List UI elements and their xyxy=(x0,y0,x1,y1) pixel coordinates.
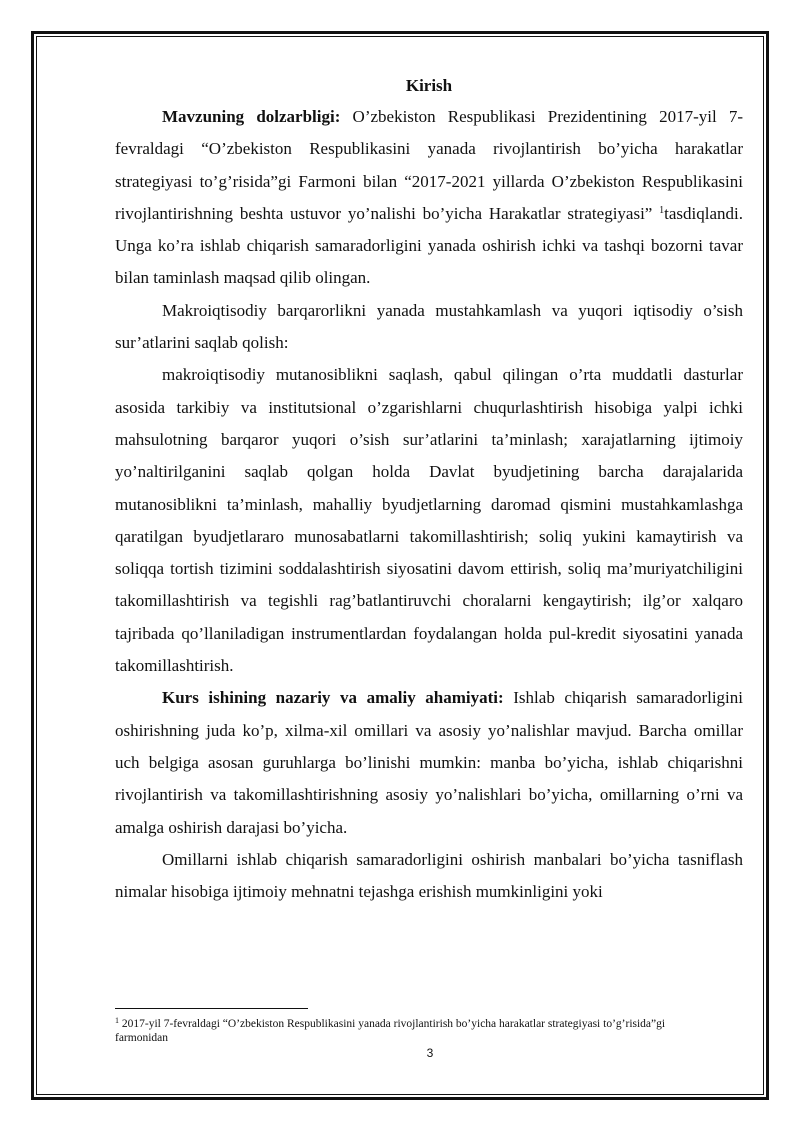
paragraph-text: O’zbekiston Respublikasi Prezidentining 2017-yil 7-fevraldagi “O’zbekiston Respublikasini yanada rivojlantirish bo’yicha harakatlar strategiyasi to’g’risida”gi Farmoni bilan “2017-2021 yillarda O’zbekiston Respublikasini rivojlantirishning beshta ustuvor yo’nalishi bo’yicha Harakatlar strategiyasi” xyxy=(115,107,743,223)
paragraph-significance xyxy=(115,682,743,843)
footnote-mark: 1 xyxy=(115,1016,119,1025)
paragraph-macro-balance: makroiqtisodiy mutanosiblikni saqlash, qabul qilingan o’rta muddatli dasturlar asosida tarkibiy va institutsional o’zgarishlarni chuqurlashtirish hisobiga yalpi ichki mahsulotning barqaror yuqori o’sish sur’atlarini ta’minlash; xarajatlarning ijtimoiy yo’naltirilganini saqlab qolgan holda Davlat byudjetining barcha darajalarida mutanosiblikni ta’minlash, mahalliy byudjetlarning daromad qismini mustahkamlashga qaratilgan byudjetlararo munosabatlarni takomillashtirish; soliq yukini kamaytirish va soliqqa tortish tizimini soddalashtirish siyosatini davom ettirish, soliq ma’muriyatchiligini takomillashtirish va tegishli rag’batlantiruvchi choralarni kengaytirish; ilg’or xalqaro tajribada qo’llaniladigan instrumentlardan foydalangan holda pul-kredit siyosatini yanada takomillashtirish. xyxy=(115,365,743,676)
footnote-reference[interactable]: 1 xyxy=(659,204,665,216)
section-title: Kirish xyxy=(405,76,453,95)
paragraph-heading-relevance: Mavzuning dolzarbligi: xyxy=(162,107,341,126)
paragraph-text: tasdiqlandi. Unga ko’ra ishlab chiqarish samaradorligini yanada oshirish ichki va tashqi bozorni tavar bilan taminlash maqsad qilib olingan. xyxy=(115,203,744,288)
footnote-separator xyxy=(115,1008,308,1009)
footnote xyxy=(115,1017,715,1045)
document-body xyxy=(115,73,743,908)
paragraph-heading-significance: Kurs ishining nazariy va amaliy ahamiyati: xyxy=(162,688,504,708)
footnote-text: 2017-yil 7-fevraldagi “O’zbekiston Respublikasini yanada rivojlantirish bo’yicha harakatlar strategiyasi to’g’risida”gi farmonidan xyxy=(115,1018,666,1044)
page-number: 3 xyxy=(426,1046,434,1060)
paragraph-factors: Omillarni ishlab chiqarish samaradorligini oshirish manbalari bo’yicha tasniflash nimalar hisobiga ijtimoiy mehnatni tejashga erishish mumkinligini yoki xyxy=(115,849,743,902)
paragraph-text: Ishlab chiqarish samaradorligini oshirishning juda ko’p, xilma-xil omillari va asosiy yo’nalishlar mavjud. Barcha omillar uch belgiga asosan guruhlarga bo’linishi mumkin: manba bo’yicha, ishlab chiqarishni rivojlantirish va takomillashtirishning asosiy yo’nalishlari bo’yicha, omillarning o’rni va amalga oshirish darajasi bo’yicha. xyxy=(115,688,743,837)
paragraph-relevance xyxy=(115,101,743,295)
paragraph-macro-stability: Makroiqtisodiy barqarorlikni yanada mustahkamlash va yuqori iqtisodiy o’sish sur’atlarini saqlab qolish: xyxy=(115,300,743,353)
